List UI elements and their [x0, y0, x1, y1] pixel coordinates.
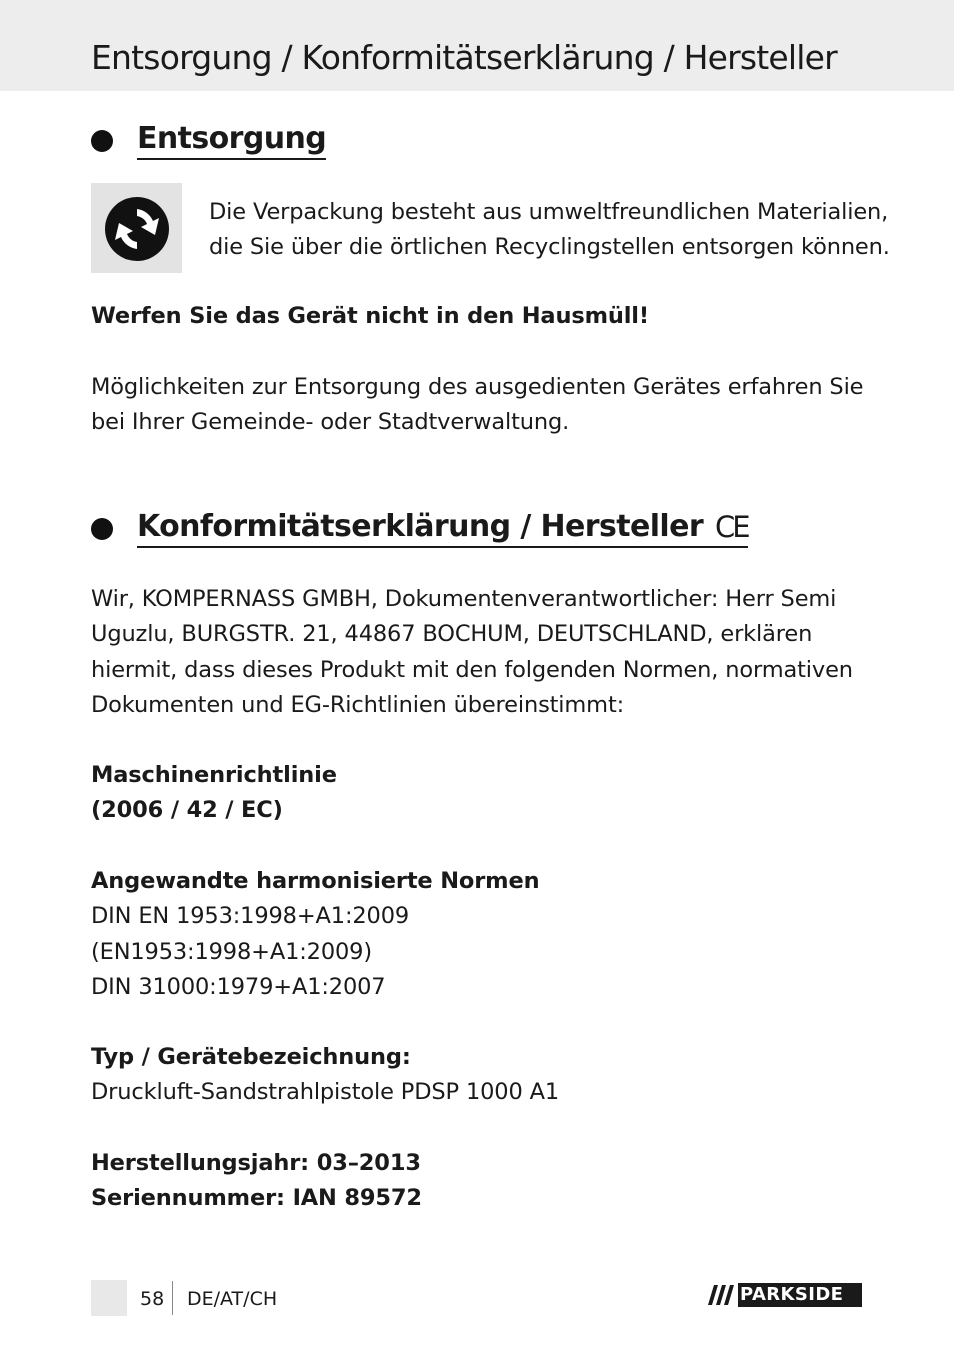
bullet-icon [91, 130, 113, 152]
page-number: 58 [140, 1288, 165, 1310]
bullet-icon [91, 518, 113, 540]
norm-item: (EN1953:1998+A1:2009) [91, 938, 372, 965]
type-label: Typ / Gerätebezeichnung: [91, 1044, 411, 1070]
text-line: Dokumenten und EG-Richtlinien übereinstimmt: [91, 691, 625, 718]
section-title: Entsorgung [137, 121, 326, 160]
directive-name: Maschinenrichtlinie [91, 762, 337, 788]
footer-marker [91, 1280, 127, 1316]
brand-name: PARKSIDE [740, 1284, 844, 1305]
footer-divider [172, 1281, 173, 1315]
ce-mark-icon: CE [715, 509, 748, 544]
directive-number: (2006 / 42 / EC) [91, 797, 283, 824]
text-line: bei Ihrer Gemeinde- oder Stadtverwaltung. [91, 409, 570, 436]
section-title [137, 509, 748, 548]
serial-number: Seriennummer: IAN 89572 [91, 1185, 422, 1212]
type-block [91, 1040, 559, 1111]
text-line: Möglichkeiten zur Entsorgung des ausgedienten Gerätes erfahren Sie [91, 374, 864, 400]
text-line: Die Verpackung besteht aus umweltfreundlichen Materialien, [209, 199, 889, 225]
logo-stripes-icon [704, 1283, 738, 1307]
norms-block [91, 864, 539, 1005]
norm-item: DIN 31000:1979+A1:2007 [91, 973, 386, 1000]
section-heading-konformitaet [91, 509, 748, 548]
production-info [91, 1146, 422, 1217]
section-title-text: Konformitätserklärung / Hersteller [137, 509, 704, 544]
disposal-info [91, 370, 863, 441]
page-header [0, 0, 954, 91]
type-value: Druckluft-Sandstrahlpistole PDSP 1000 A1 [91, 1079, 560, 1106]
parkside-logo [704, 1283, 862, 1307]
text-line: Wir, KOMPERNASS GMBH, Dokumentenverantwortlicher: Herr Semi [91, 586, 837, 612]
text-line: Uguzlu, BURGSTR. 21, 44867 BOCHUM, DEUTSCHLAND, erklären [91, 621, 813, 648]
norm-item: DIN EN 1953:1998+A1:2009 [91, 903, 410, 930]
text-line: die Sie über die örtlichen Recyclingstellen entsorgen können. [209, 234, 890, 261]
declaration-intro [91, 582, 853, 723]
section-heading-entsorgung [91, 121, 326, 160]
text-line: hiermit, dass dieses Produkt mit den folgenden Normen, normativen [91, 656, 853, 683]
directive [91, 758, 337, 829]
production-year: Herstellungsjahr: 03–2013 [91, 1150, 421, 1176]
disposal-warning: Werfen Sie das Gerät nicht in den Hausmüll! [91, 303, 649, 329]
locale-label: DE/AT/CH [187, 1288, 278, 1310]
green-dot-recycling-icon [91, 183, 182, 273]
page-title: Entsorgung / Konformitätserklärung / Hersteller [91, 38, 837, 77]
norms-title: Angewandte harmonisierte Normen [91, 868, 540, 894]
packaging-text [209, 195, 890, 266]
